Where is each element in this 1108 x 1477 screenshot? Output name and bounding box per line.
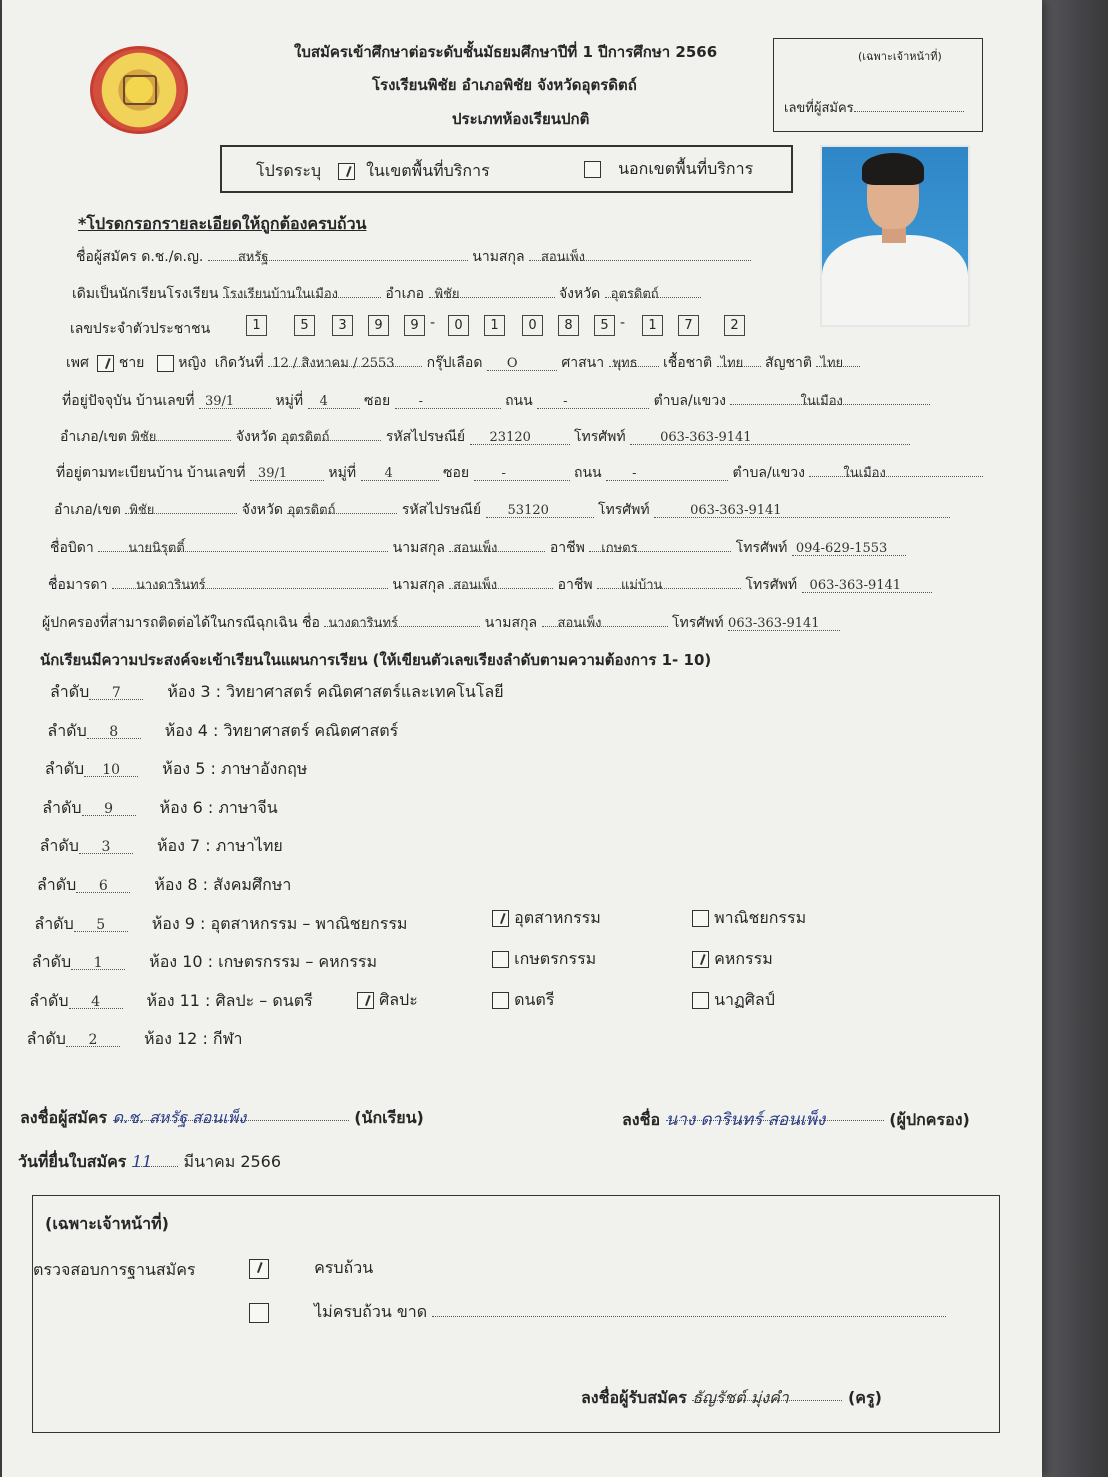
reg-subdistrict[interactable]: ในเมือง [809,462,983,477]
nationality-value[interactable]: ไทย [816,352,860,367]
agriculture-checkbox[interactable] [492,951,509,968]
id-digit-box[interactable]: 9 [404,315,425,336]
order-label: ลำดับ [26,1029,66,1049]
staff-section [32,1195,1000,1433]
father-job[interactable]: เกษตร [589,537,731,552]
order-label: ลำดับ [29,990,69,1010]
industry-checkbox[interactable] [492,910,509,927]
id-digit-box[interactable]: 0 [448,315,469,336]
home-econ-option[interactable]: คหกรรม [692,947,773,972]
current-moo[interactable]: 4 [308,394,360,409]
guardian-phone[interactable]: 063-363-9141 [728,616,840,631]
current-address-row1: ที่อยู่ปัจจุบัน บ้านเลขที่ 39/1 หมู่ที่ 4 ซอย - ถนน - ตำบล/แขวง ในเมือง [62,390,930,412]
father-phone[interactable]: 094-629-1553 [792,541,906,556]
agriculture-option[interactable]: เกษตรกรรม [492,947,596,972]
officer-box [773,38,983,132]
citizen-id-label: เลขประจำตัวประชาชน [70,321,211,337]
reg-province[interactable]: อุตรดิตถ์ [287,499,397,514]
complete-option[interactable]: ครบถ้วน [249,1256,373,1281]
plan-row [45,757,308,782]
blood-value[interactable]: O [487,356,557,371]
id-digit-box[interactable]: 1 [484,315,505,336]
plan-row [29,989,313,1014]
reg-soi[interactable]: - [474,466,570,481]
id-digit-box[interactable]: 9 [368,315,389,336]
plan-room: ห้อง 5 : ภาษาอังกฤษ [162,759,308,779]
mother-row: ชื่อมารดา นางดารินทร์ นามสกุล สอนเพ็ง อาชีพ แม่บ้าน โทรศัพท์ 063-363-9141 [48,574,932,596]
applicant-signature[interactable]: ด.ช. สหรัฐ สอนเพ็ง [113,1106,349,1121]
dance-option[interactable]: นาฏศิลป์ [692,988,775,1013]
plan-room: ห้อง 10 : เกษตรกรรม – คหกรรม [149,952,378,972]
applicant-no-label: เลขที่ผู้สมัคร [784,97,964,118]
birth-date-value[interactable]: 12 / สิงหาคม / 2553 [268,352,422,367]
reg-district[interactable]: พิชัย [125,499,237,514]
plan-heading: นักเรียนมีความประสงค์จะเข้าเรียนในแผนการเรียน (ให้เขียนตัวเลขเรียงลำดับตามความต้องการ 1- 10) [40,651,712,669]
guardian-signature-row: ลงชื่อ นาง ดารินทร์ สอนเพ็ง (ผู้ปกครอง) [622,1106,970,1133]
form-title: ใบสมัครเข้าศึกษาต่อระดับชั้นมัธยมศึกษาปีที่ 1 ปีการศึกษา 2566 [294,43,718,61]
former-school-value[interactable]: โรงเรียนบ้านในเมือง [223,283,381,298]
out-zone-option[interactable]: นอกเขตพื้นที่บริการ [584,157,753,182]
zone-label: โปรดระบุ [256,161,322,180]
plan-row [47,719,398,744]
guardian-row: ผู้ปกครองที่สามารถติดต่อได้ในกรณีฉุกเฉิน ชื่อ นางดารินทร์ นามสกุล สอนเพ็ง โทรศัพท์ 063-363-9141 [42,612,840,634]
dance-checkbox[interactable] [692,992,709,1009]
music-checkbox[interactable] [492,992,509,1009]
guardian-name[interactable]: นางดารินทร์ [324,612,480,627]
submit-date-row: วันที่ยื่นใบสมัคร 11 มีนาคม 2566 [18,1152,282,1171]
commerce-checkbox[interactable] [692,910,709,927]
plan-room: ห้อง 6 : ภาษาจีน [159,797,278,817]
staff-title: (เฉพาะเจ้าหน้าที่) [45,1214,169,1233]
plan-row [42,796,278,821]
plan-room: ห้อง 3 : วิทยาศาสตร์ คณิตศาสตร์และเทคโนโลยี [167,682,504,701]
officer-only-label: (เฉพาะเจ้าหน้าที่) [858,50,942,63]
home-econ-checkbox[interactable] [692,951,709,968]
check-label: ตรวจสอบการฐานสมัคร [33,1260,196,1279]
current-soi[interactable]: - [395,394,501,409]
race-value[interactable]: ไทย [717,352,761,367]
plan-row [32,950,377,975]
id-digit-box[interactable]: 2 [724,315,745,336]
art-checkbox[interactable] [357,992,374,1009]
order-label: ลำดับ [31,952,72,972]
incomplete-checkbox[interactable] [249,1303,269,1323]
industry-option[interactable]: อุตสาหกรรม [492,906,601,931]
plan-room: ห้อง 8 : สังคมศึกษา [154,875,292,894]
current-zip[interactable]: 23120 [470,430,570,445]
id-digit-box[interactable]: 7 [678,315,699,336]
receiver-signature-row: ลงชื่อผู้รับสมัคร ธัญรัชต์ มุ่งคำ (ครู) [581,1388,882,1407]
personal-info-row: เพศ ชาย หญิง เกิดวันที่ 12 / สิงหาคม / 2553 กรุ๊ปเลือด O ศาสนา พุทธ เชื้อชาติ ไทย สัญชาติ ไทย [66,352,860,374]
plan-rank[interactable]: 7 [89,685,143,700]
receiver-signature[interactable]: ธัญรัชต์ มุ่งคำ [692,1386,842,1401]
current-subdistrict[interactable]: ในเมือง [730,390,930,405]
guardian-surname[interactable]: สอนเพ็ง [542,612,668,627]
mother-name[interactable]: นางดารินทร์ [112,574,388,589]
id-separator: - [430,315,436,331]
application-form-paper [2,0,1042,1477]
missing-items-line[interactable] [432,1302,946,1317]
in-zone-option[interactable]: ในเขตพื้นที่บริการ [338,159,490,184]
plan-room: ห้อง 9 : อุตสาหกรรม – พาณิชยกรรม [151,913,408,933]
reg-moo[interactable]: 4 [361,466,439,481]
id-digit-box[interactable]: 1 [246,315,267,336]
current-house-no[interactable]: 39/1 [199,394,271,409]
out-zone-checkbox[interactable] [584,161,601,178]
complete-checkbox[interactable] [249,1259,269,1279]
id-separator: - [620,315,626,331]
male-checkbox[interactable] [97,355,114,372]
current-province[interactable]: อุตรดิตถ์ [281,426,381,441]
current-phone[interactable]: 063-363-9141 [630,430,910,445]
background-surface [1038,0,1108,1477]
reg-zip[interactable]: 53120 [486,503,594,518]
father-row: ชื่อบิดา นายนิรุตติ์ นามสกุล สอนเพ็ง อาชีพ เกษตร โทรศัพท์ 094-629-1553 [50,537,906,559]
father-surname[interactable]: สอนเพ็ง [449,537,545,552]
mother-phone[interactable]: 063-363-9141 [802,578,932,593]
applicant-signature-row: ลงชื่อผู้สมัคร ด.ช. สหรัฐ สอนเพ็ง (นักเรียน) [20,1108,424,1127]
class-type: ประเภทห้องเรียนปกติ [452,110,590,128]
id-digit-box[interactable]: 5 [294,315,315,336]
id-digit-box[interactable]: 3 [332,315,353,336]
plan-row [40,834,283,859]
first-name-value[interactable]: สหรัฐ [208,246,468,261]
order-label: ลำดับ [47,720,87,740]
order-label: ลำดับ [44,759,85,779]
applicant-photo [820,145,970,327]
mother-surname[interactable]: สอนเพ็ง [449,574,553,589]
school-name: โรงเรียนพิชัย อำเภอพิชัย จังหวัดอุตรดิตถ์ [372,76,637,94]
reg-house-no[interactable]: 39/1 [250,466,324,481]
in-zone-checkbox[interactable] [338,163,355,180]
former-province-value[interactable]: อุตรดิตถ์ [605,283,701,298]
applicant-name-row: ชื่อผู้สมัคร ด.ช./ด.ญ. สหรัฐ นามสกุล สอนเพ็ง [76,246,751,268]
plan-row [37,873,291,898]
mother-job[interactable]: แม่บ้าน [597,574,741,589]
school-logo [90,46,188,134]
reg-road[interactable]: - [606,466,728,481]
plan-rank[interactable]: 3 [79,839,133,854]
guardian-signature[interactable]: นาง ดารินทร์ สอนเพ็ง [666,1106,884,1121]
plan-rank[interactable]: 10 [84,762,138,777]
former-school-row: เดิมเป็นนักเรียนโรงเรียน โรงเรียนบ้านในเมือง อำเภอ พิชัย จังหวัด อุตรดิตถ์ [72,283,701,305]
instruction-text: *โปรดกรอกรายละเอียดให้ถูกต้องครบถ้วน [78,214,367,233]
registered-address-row2: อำเภอ/เขต พิชัย จังหวัด อุตรดิตถ์ รหัสไปรษณีย์ 53120 โทรศัพท์ 063-363-9141 [54,499,950,521]
commerce-option[interactable]: พาณิชยกรรม [692,906,806,931]
plan-row [27,1027,243,1052]
plan-room: ห้อง 11 : ศิลปะ – ดนตรี [146,990,313,1010]
religion-value[interactable]: พุทธ [609,352,659,367]
incomplete-option[interactable]: ไม่ครบถ้วน ขาด [249,1300,946,1325]
plan-rank[interactable]: 4 [69,994,123,1009]
current-address-row2: อำเภอ/เขต พิชัย จังหวัด อุตรดิตถ์ รหัสไปรษณีย์ 23120 โทรศัพท์ 063-363-9141 [60,426,910,448]
plan-room: ห้อง 4 : วิทยาศาสตร์ คณิตศาสตร์ [164,720,399,740]
plan-rank[interactable]: 1 [71,955,125,970]
current-district[interactable]: พิชัย [131,426,231,441]
plan-rank[interactable]: 5 [74,917,128,932]
father-name[interactable]: นายนิรุตติ์ [98,537,388,552]
plan-rank[interactable]: 2 [66,1032,120,1047]
former-district-value[interactable]: พิชัย [429,283,555,298]
order-label: ลำดับ [42,797,82,817]
plan-room: ห้อง 7 : ภาษาไทย [156,836,283,856]
order-label: ลำดับ [34,913,74,933]
submit-day[interactable]: 11 [132,1152,178,1167]
plan-row [50,680,504,705]
surname-value[interactable]: สอนเพ็ง [529,246,751,261]
plan-row [34,912,407,937]
id-digit-box[interactable]: 8 [558,315,579,336]
id-digit-box[interactable]: 5 [594,315,615,336]
current-road[interactable]: - [537,394,649,409]
registered-address-row1: ที่อยู่ตามทะเบียนบ้าน บ้านเลขที่ 39/1 หมู่ที่ 4 ซอย - ถนน - ตำบล/แขวง ในเมือง [56,462,983,484]
plan-rank[interactable]: 6 [76,878,130,893]
zone-selector [220,145,793,193]
plan-room: ห้อง 12 : กีฬา [143,1029,243,1049]
plan-rank[interactable]: 8 [87,724,141,739]
female-checkbox[interactable] [157,355,174,372]
id-digit-box[interactable]: 0 [522,315,543,336]
order-label: ลำดับ [37,875,77,894]
reg-phone[interactable]: 063-363-9141 [654,503,950,518]
id-digit-box[interactable]: 1 [642,315,663,336]
music-option[interactable]: ดนตรี [492,988,554,1013]
art-option[interactable]: ศิลปะ [357,988,418,1013]
plan-rank[interactable]: 9 [82,801,136,816]
order-label: ลำดับ [50,682,90,701]
order-label: ลำดับ [39,836,79,856]
